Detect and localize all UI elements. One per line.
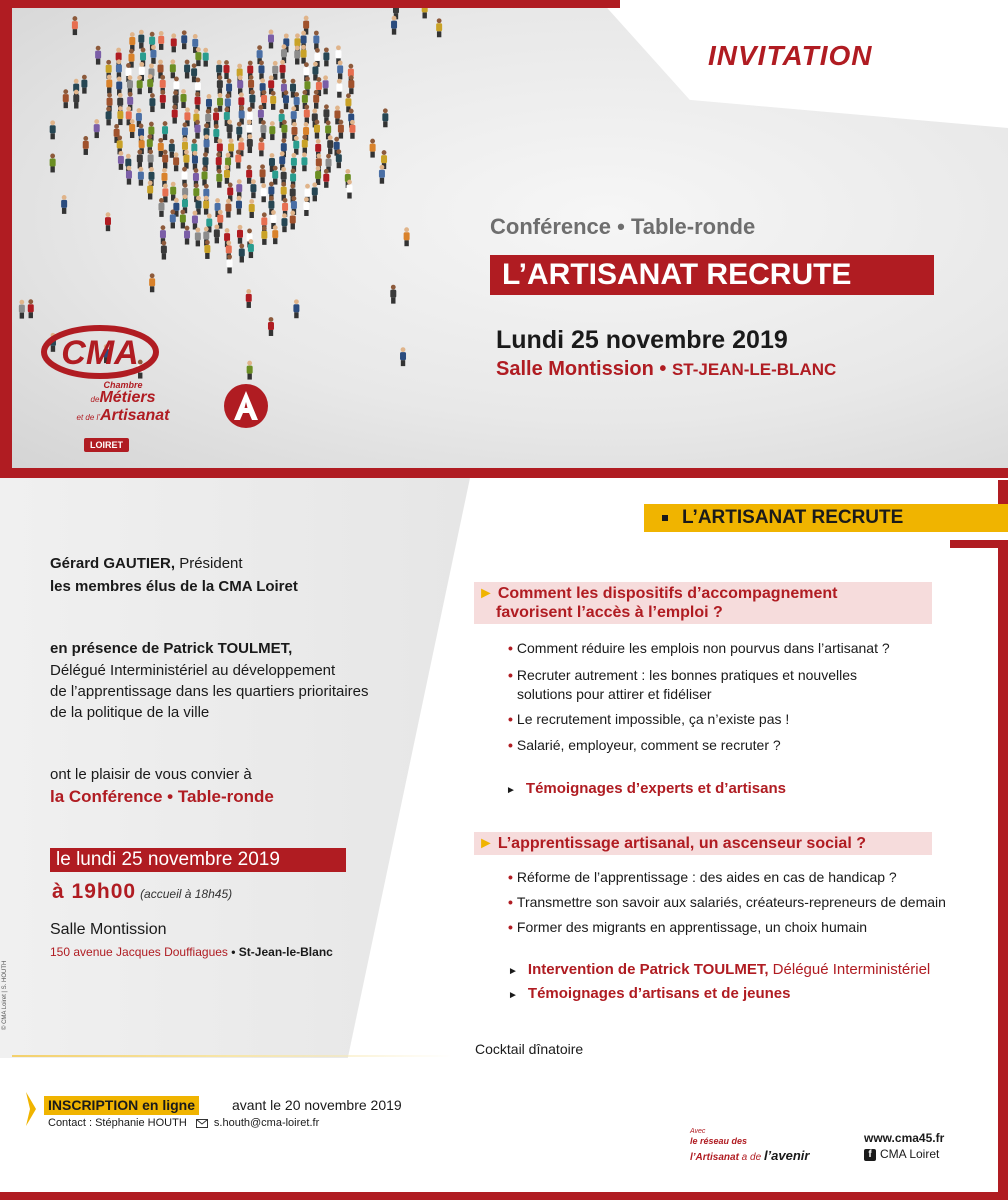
person-figure xyxy=(370,139,376,158)
person-figure xyxy=(323,104,329,123)
person-figure xyxy=(323,47,329,66)
person-figure xyxy=(192,211,198,230)
person-figure xyxy=(227,183,233,202)
cma-line3: et de l’Artisanat xyxy=(76,407,170,424)
photo-credit: © CMA Loiret | S. HOUTH xyxy=(2,960,8,1030)
loiret-badge: LOIRET xyxy=(84,438,129,452)
person-figure xyxy=(138,30,144,49)
presence-role-3: de la politique de la ville xyxy=(50,704,210,721)
person-figure xyxy=(127,75,133,94)
person-figure xyxy=(137,150,143,169)
person-figure xyxy=(19,300,25,319)
person-figure xyxy=(149,93,155,112)
time-note: (accueil à 18h45) xyxy=(140,887,233,901)
person-figure xyxy=(260,164,266,183)
person-figure xyxy=(180,210,186,229)
person-figure xyxy=(304,105,310,124)
person-figure xyxy=(248,239,254,258)
event-time: à 19h00 (accueil à 18h45) xyxy=(52,880,233,903)
person-figure xyxy=(118,151,124,170)
page-border-bottom xyxy=(0,1192,1008,1200)
topic2-intervention: ► Intervention de Patrick TOULMET, Délégué Interministériel xyxy=(508,961,931,978)
person-figure xyxy=(283,90,289,109)
event-place xyxy=(496,358,836,381)
person-figure xyxy=(94,119,100,138)
network-logo: Avec le réseau des l’Artisanat a de l’avenir xyxy=(690,1128,810,1163)
person-figure xyxy=(280,60,286,79)
person-figure xyxy=(182,167,188,186)
person-figure xyxy=(227,254,233,273)
hero-border-top xyxy=(0,0,620,8)
person-figure xyxy=(116,59,122,78)
person-figure xyxy=(315,166,321,185)
topic1-bullet: • Recruter autrement : les bonnes pratiques et nouvelles xyxy=(508,667,857,683)
person-figure xyxy=(181,30,187,49)
person-figure xyxy=(261,226,267,245)
cma-mark-text: CMA xyxy=(61,334,139,372)
person-figure xyxy=(302,135,308,154)
topic1-testimonials: ► Témoignages d’experts et d’artisans xyxy=(506,780,786,797)
person-figure xyxy=(323,169,329,188)
host-line: Gérard GAUTIER, Président xyxy=(50,555,243,572)
person-figure xyxy=(313,31,319,50)
cma-line2: deMétiers xyxy=(90,389,156,406)
person-figure xyxy=(224,165,230,184)
right-border xyxy=(998,540,1008,1200)
person-figure xyxy=(170,182,176,201)
person-figure xyxy=(217,75,223,94)
person-figure xyxy=(294,46,300,65)
mail-icon xyxy=(196,1119,208,1128)
person-figure xyxy=(281,120,287,139)
person-figure xyxy=(158,138,164,157)
topic1-bullet: • Comment réduire les emplois non pourvus dans l’artisanat ? xyxy=(508,640,890,656)
person-figure xyxy=(28,299,34,318)
person-figure xyxy=(129,119,135,138)
person-figure xyxy=(216,152,222,171)
person-figure xyxy=(281,213,287,232)
person-figure xyxy=(202,167,208,186)
person-figure xyxy=(269,121,275,140)
person-figure xyxy=(116,77,122,96)
person-figure xyxy=(61,195,67,214)
topic2-bullet: • Réforme de l’apprentissage : des aides en cas de handicap ? xyxy=(508,869,897,885)
person-figure xyxy=(203,196,209,215)
person-figure xyxy=(184,226,190,245)
person-figure xyxy=(162,150,168,169)
person-figure xyxy=(173,152,179,171)
person-figure xyxy=(147,181,153,200)
person-figure xyxy=(216,169,222,188)
hero-section xyxy=(0,0,1008,478)
person-figure xyxy=(260,120,266,139)
topic-2: ► L’apprentissage artisanal, un ascenseur social ? xyxy=(474,832,932,855)
cma-mark-icon xyxy=(40,318,160,382)
person-figure xyxy=(147,74,153,93)
person-figure xyxy=(73,90,79,109)
person-figure xyxy=(346,180,352,199)
person-figure xyxy=(239,244,245,263)
person-figure xyxy=(72,16,78,35)
person-figure xyxy=(390,285,396,304)
person-figure xyxy=(382,108,388,127)
person-figure xyxy=(268,317,274,336)
person-figure xyxy=(348,109,354,128)
person-figure xyxy=(150,45,156,64)
topic1-bullet: • Le recrutement impossible, ça n’existe pas ! xyxy=(508,711,790,727)
person-figure xyxy=(314,120,320,139)
person-figure xyxy=(181,89,187,108)
place-city: ST-JEAN-LE-BLANC xyxy=(671,360,837,379)
person-figure xyxy=(195,47,201,66)
person-figure xyxy=(258,137,264,156)
person-figure xyxy=(301,152,307,171)
person-figure xyxy=(327,135,333,154)
inscription-link[interactable]: INSCRIPTION en ligne xyxy=(44,1096,199,1115)
person-figure xyxy=(172,105,178,124)
person-figure xyxy=(50,154,56,173)
person-figure xyxy=(137,75,143,94)
date-box: le lundi 25 novembre 2019 xyxy=(50,848,346,872)
host-members: les membres élus de la CMA Loiret xyxy=(50,578,298,595)
person-figure xyxy=(114,124,120,143)
person-figure xyxy=(105,212,111,231)
person-figure xyxy=(400,347,406,366)
person-figure xyxy=(148,149,154,168)
person-figure xyxy=(95,46,101,65)
inscription-marker-icon xyxy=(24,1092,38,1126)
cma-logo xyxy=(40,318,170,458)
person-figure xyxy=(237,225,243,244)
invitation-title: INVITATION xyxy=(708,40,873,71)
person-figure xyxy=(195,227,201,246)
person-figure xyxy=(161,241,167,260)
person-figure xyxy=(258,60,264,79)
presence-line: en présence de Patrick TOULMET, xyxy=(50,640,293,657)
person-figure xyxy=(170,210,176,229)
person-figure xyxy=(204,240,210,259)
person-figure xyxy=(293,136,299,155)
person-figure xyxy=(106,75,112,94)
topic-1: ► Comment les dispositifs d’accompagnement favorisent l’accès à l’emploi ? xyxy=(474,582,932,624)
person-figure xyxy=(106,106,112,125)
person-figure xyxy=(192,151,198,170)
person-figure xyxy=(391,16,397,35)
event-title-banner: L’ARTISANAT RECRUTE xyxy=(490,255,934,295)
person-figure xyxy=(117,106,123,125)
person-figure xyxy=(301,45,307,64)
person-figure xyxy=(173,198,179,217)
facebook-link[interactable]: f CMA Loiret xyxy=(864,1147,939,1161)
topic1-bullet: • Salarié, employeur, comment se recruter ? xyxy=(508,737,781,753)
person-figure xyxy=(184,60,190,79)
person-figure xyxy=(272,166,278,185)
presence-role-1: Délégué Interministériel au développement xyxy=(50,662,336,679)
person-figure xyxy=(312,108,318,127)
person-figure xyxy=(138,167,144,186)
person-figure xyxy=(227,120,233,139)
person-figure xyxy=(313,90,319,109)
person-figure xyxy=(338,120,344,139)
person-figure xyxy=(224,60,230,79)
person-figure xyxy=(239,106,245,125)
person-figure xyxy=(246,289,252,308)
facebook-icon: f xyxy=(864,1149,876,1161)
event-date: Lundi 25 novembre 2019 xyxy=(496,326,788,354)
person-figure xyxy=(247,361,253,380)
person-figure xyxy=(303,197,309,216)
person-figure xyxy=(214,224,220,243)
person-figure xyxy=(170,59,176,78)
person-figure xyxy=(183,150,189,169)
person-figure xyxy=(235,150,241,169)
person-figure xyxy=(349,120,355,139)
arrow-right-icon: ► xyxy=(478,585,494,602)
hero-border-left xyxy=(0,0,12,478)
contact-email[interactable]: s.houth@cma-loiret.fr xyxy=(213,1117,320,1129)
venue-address: 150 avenue Jacques Douffiagues • St-Jean-le-Blanc xyxy=(50,945,333,959)
person-figure xyxy=(225,199,231,218)
person-figure xyxy=(312,182,318,201)
person-figure xyxy=(195,120,201,139)
person-figure xyxy=(162,121,168,140)
person-figure xyxy=(261,183,267,202)
person-figure xyxy=(195,92,201,111)
person-figure xyxy=(272,225,278,244)
person-figure xyxy=(83,136,89,155)
event-subtitle: Conférence • Table-ronde xyxy=(490,214,756,239)
website-link[interactable]: www.cma45.fr xyxy=(864,1131,945,1145)
triangle-bullet-icon: ► xyxy=(508,966,518,977)
invite-event: la Conférence • Table-ronde xyxy=(50,787,274,806)
person-figure xyxy=(404,227,410,246)
topic2-bullet: • Transmettre son savoir aux salariés, créateurs-repreneurs de demain xyxy=(508,894,946,910)
person-figure xyxy=(247,134,253,153)
left-divider xyxy=(12,1055,452,1057)
person-figure xyxy=(237,75,243,94)
person-figure xyxy=(268,30,274,49)
inscription-deadline: avant le 20 novembre 2019 xyxy=(232,1097,402,1113)
presence-role-2: de l’apprentissage dans les quartiers prioritaires xyxy=(50,683,369,700)
person-figure xyxy=(213,108,219,127)
person-figure xyxy=(249,199,255,218)
person-figure xyxy=(290,211,296,230)
person-figure xyxy=(236,196,242,215)
venue-name: Salle Montission xyxy=(50,921,167,938)
topic2-bullet: • Former des migrants en apprentissage, un choix humain xyxy=(508,919,868,935)
topic1-bullet-continued: solutions pour attirer et fidéliser xyxy=(517,686,712,702)
person-figure xyxy=(336,79,342,98)
place-name: Salle Montission xyxy=(496,358,654,380)
person-figure xyxy=(158,31,164,50)
person-figure xyxy=(63,89,69,108)
person-figure xyxy=(204,134,210,153)
cocktail-note: Cocktail dînatoire xyxy=(475,1041,584,1057)
person-figure xyxy=(323,75,329,94)
person-figure xyxy=(203,123,209,142)
person-figure xyxy=(160,90,166,109)
person-figure xyxy=(249,90,255,109)
person-figure xyxy=(81,75,87,94)
person-figure xyxy=(203,48,209,67)
person-figure xyxy=(250,179,256,198)
program-banner: L’ARTISANAT RECRUTE xyxy=(644,504,1008,532)
cma-logo-text xyxy=(68,380,178,426)
person-figure xyxy=(336,149,342,168)
topic2-testimonials: ► Témoignages d’artisans et de jeunes xyxy=(508,985,791,1002)
square-bullet-icon xyxy=(662,515,668,521)
person-figure xyxy=(270,91,276,110)
person-figure xyxy=(171,33,177,52)
person-figure xyxy=(436,18,442,37)
invite-line: ont le plaisir de vous convier à xyxy=(50,766,252,783)
contact-line: Contact : Stéphanie HOUTH s.houth@cma-loiret.fr xyxy=(48,1117,320,1129)
place-separator: • xyxy=(653,358,672,380)
person-figure xyxy=(149,273,155,292)
artisanat-a-icon xyxy=(222,382,270,430)
hero-border-bottom xyxy=(0,468,1008,478)
person-figure xyxy=(293,299,299,318)
triangle-bullet-icon: ► xyxy=(508,990,518,1001)
person-figure xyxy=(50,120,56,139)
person-figure xyxy=(129,32,135,51)
arrow-right-icon: ► xyxy=(478,835,494,852)
person-figure xyxy=(236,179,242,198)
person-figure xyxy=(126,166,132,185)
person-figure xyxy=(337,60,343,79)
person-figure xyxy=(379,165,385,184)
person-figure xyxy=(158,198,164,217)
person-figure xyxy=(281,182,287,201)
triangle-bullet-icon: ► xyxy=(506,785,516,796)
person-figure xyxy=(348,75,354,94)
cma-line1: Chambre xyxy=(103,380,143,390)
